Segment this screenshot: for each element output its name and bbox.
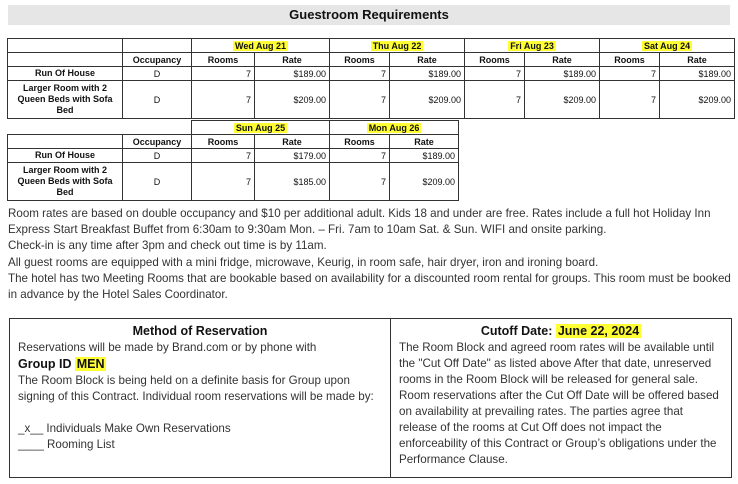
rooms-cell: 7 — [330, 149, 390, 163]
room-type-label: Larger Room with 2 Queen Beds with Sofa Bed — [8, 163, 123, 201]
rate-cell: $189.00 — [525, 67, 600, 81]
group-id-label: Group ID — [18, 357, 72, 371]
method-of-reservation — [10, 319, 391, 477]
room-type-label: Larger Room with 2 Queen Beds with Sofa Bed — [8, 81, 123, 119]
rates-table-week2 — [7, 120, 459, 201]
rooms-cell: 7 — [600, 67, 660, 81]
rooms-cell: 7 — [330, 163, 390, 201]
rate-header: Rate — [390, 135, 459, 149]
date-header: Wed Aug 21 — [192, 39, 330, 53]
occupancy-header: Occupancy — [123, 53, 192, 67]
rooms-header: Rooms — [330, 53, 390, 67]
occupancy-cell: D — [123, 67, 192, 81]
date-header-row — [8, 39, 735, 53]
rate-cell: $189.00 — [255, 67, 330, 81]
occupancy-header: Occupancy — [123, 135, 192, 149]
rooms-cell: 7 — [465, 67, 525, 81]
group-id-value: MEN — [76, 357, 105, 371]
table-row — [8, 67, 735, 81]
table-row — [8, 149, 459, 163]
column-header-row — [8, 53, 735, 67]
date-header: Thu Aug 22 — [330, 39, 465, 53]
amenities-note: All guest rooms are equipped with a mini fridge, microwave, Keurig, in room safe, hair dryer, iron and ironing board. — [8, 255, 599, 269]
rooms-cell: 7 — [465, 81, 525, 119]
option-rooming-list: ____ Rooming List — [18, 438, 115, 451]
rooms-cell: 7 — [192, 67, 255, 81]
rooms-cell: 7 — [192, 163, 255, 201]
rooms-header: Rooms — [192, 135, 255, 149]
date-header: Fri Aug 23 — [465, 39, 600, 53]
rate-cell: $189.00 — [660, 67, 735, 81]
rooms-header: Rooms — [330, 135, 390, 149]
room-type-label: Run Of House — [8, 149, 123, 163]
date-header: Sun Aug 25 — [192, 121, 330, 135]
reservation-body: The Room Block is being held on a definite basis for Group upon signing of this Contract. Individual room reservations will be made by: — [18, 374, 374, 403]
rooms-cell: 7 — [192, 81, 255, 119]
rate-cell: $179.00 — [255, 149, 330, 163]
rooms-cell: 7 — [330, 67, 390, 81]
cutoff-heading: Cutoff Date: June 22, 2024 — [480, 324, 640, 338]
reservation-box — [9, 318, 732, 478]
rate-cell: $209.00 — [525, 81, 600, 119]
rates-table-week1 — [7, 38, 735, 119]
rooms-cell: 7 — [330, 81, 390, 119]
rate-header: Rate — [390, 53, 465, 67]
rate-header: Rate — [255, 135, 330, 149]
rate-cell: $209.00 — [255, 81, 330, 119]
page-title: Guestroom Requirements — [8, 5, 730, 25]
rooms-cell: 7 — [600, 81, 660, 119]
date-header: Mon Aug 26 — [330, 121, 459, 135]
rate-note: Room rates are based on double occupancy and $10 per additional adult. Kids 18 and under are free. Rates include a full hot Holiday Inn Express Start Breakfast Buffet from 6:30am to 9:30am Mon. – Fri. 7am to 10am Sat. & Sun. WIFI and onsite parking. — [8, 207, 711, 237]
column-header-row — [8, 135, 459, 149]
cutoff-date: June 22, 2024 — [557, 324, 640, 338]
reservation-line: Reservations will be made by Brand.com or by phone with — [18, 341, 317, 354]
occupancy-cell: D — [123, 149, 192, 163]
rooms-cell: 7 — [192, 149, 255, 163]
option-individuals: _x__ Individuals Make Own Reservations — [18, 422, 231, 435]
cutoff-section — [391, 319, 731, 477]
date-header: Sat Aug 24 — [600, 39, 735, 53]
occupancy-cell: D — [123, 81, 192, 119]
room-type-label: Run Of House — [8, 67, 123, 81]
group-id-line — [18, 356, 382, 373]
checkin-note: Check-in is any time after 3pm and check out time is by 11am. — [8, 239, 327, 253]
rooms-header: Rooms — [465, 53, 525, 67]
policy-notes — [8, 206, 734, 303]
rate-header: Rate — [525, 53, 600, 67]
rate-header: Rate — [660, 53, 735, 67]
method-heading: Method of Reservation — [132, 324, 268, 338]
date-header-row — [8, 121, 459, 135]
rate-cell: $209.00 — [390, 163, 459, 201]
rate-cell: $209.00 — [660, 81, 735, 119]
rate-header: Rate — [255, 53, 330, 67]
rate-cell: $189.00 — [390, 67, 465, 81]
occupancy-cell: D — [123, 163, 192, 201]
table-row — [8, 163, 459, 201]
table-row — [8, 81, 735, 119]
rooms-header: Rooms — [192, 53, 255, 67]
meeting-rooms-note: The hotel has two Meeting Rooms that are bookable based on availability for a discounted room rental for groups. This room must be booked in advance by the Hotel Sales Coordinator. — [8, 271, 731, 302]
rate-cell: $185.00 — [255, 163, 330, 201]
rooms-header: Rooms — [600, 53, 660, 67]
cutoff-body: The Room Block and agreed room rates will be available until the "Cut Off Date" as listed above After that date, unreserved rooms in the Room Block will be released for general sale. Room reservations after the Cut Off Date will be offered based on availability at prevailing rates. The parties agree that release of the rooms at Cut Off does not impact the enforceability of this Contract or Group’s obligations under the Performance Clause. — [399, 341, 719, 466]
rate-cell: $209.00 — [390, 81, 465, 119]
rate-cell: $189.00 — [390, 149, 459, 163]
